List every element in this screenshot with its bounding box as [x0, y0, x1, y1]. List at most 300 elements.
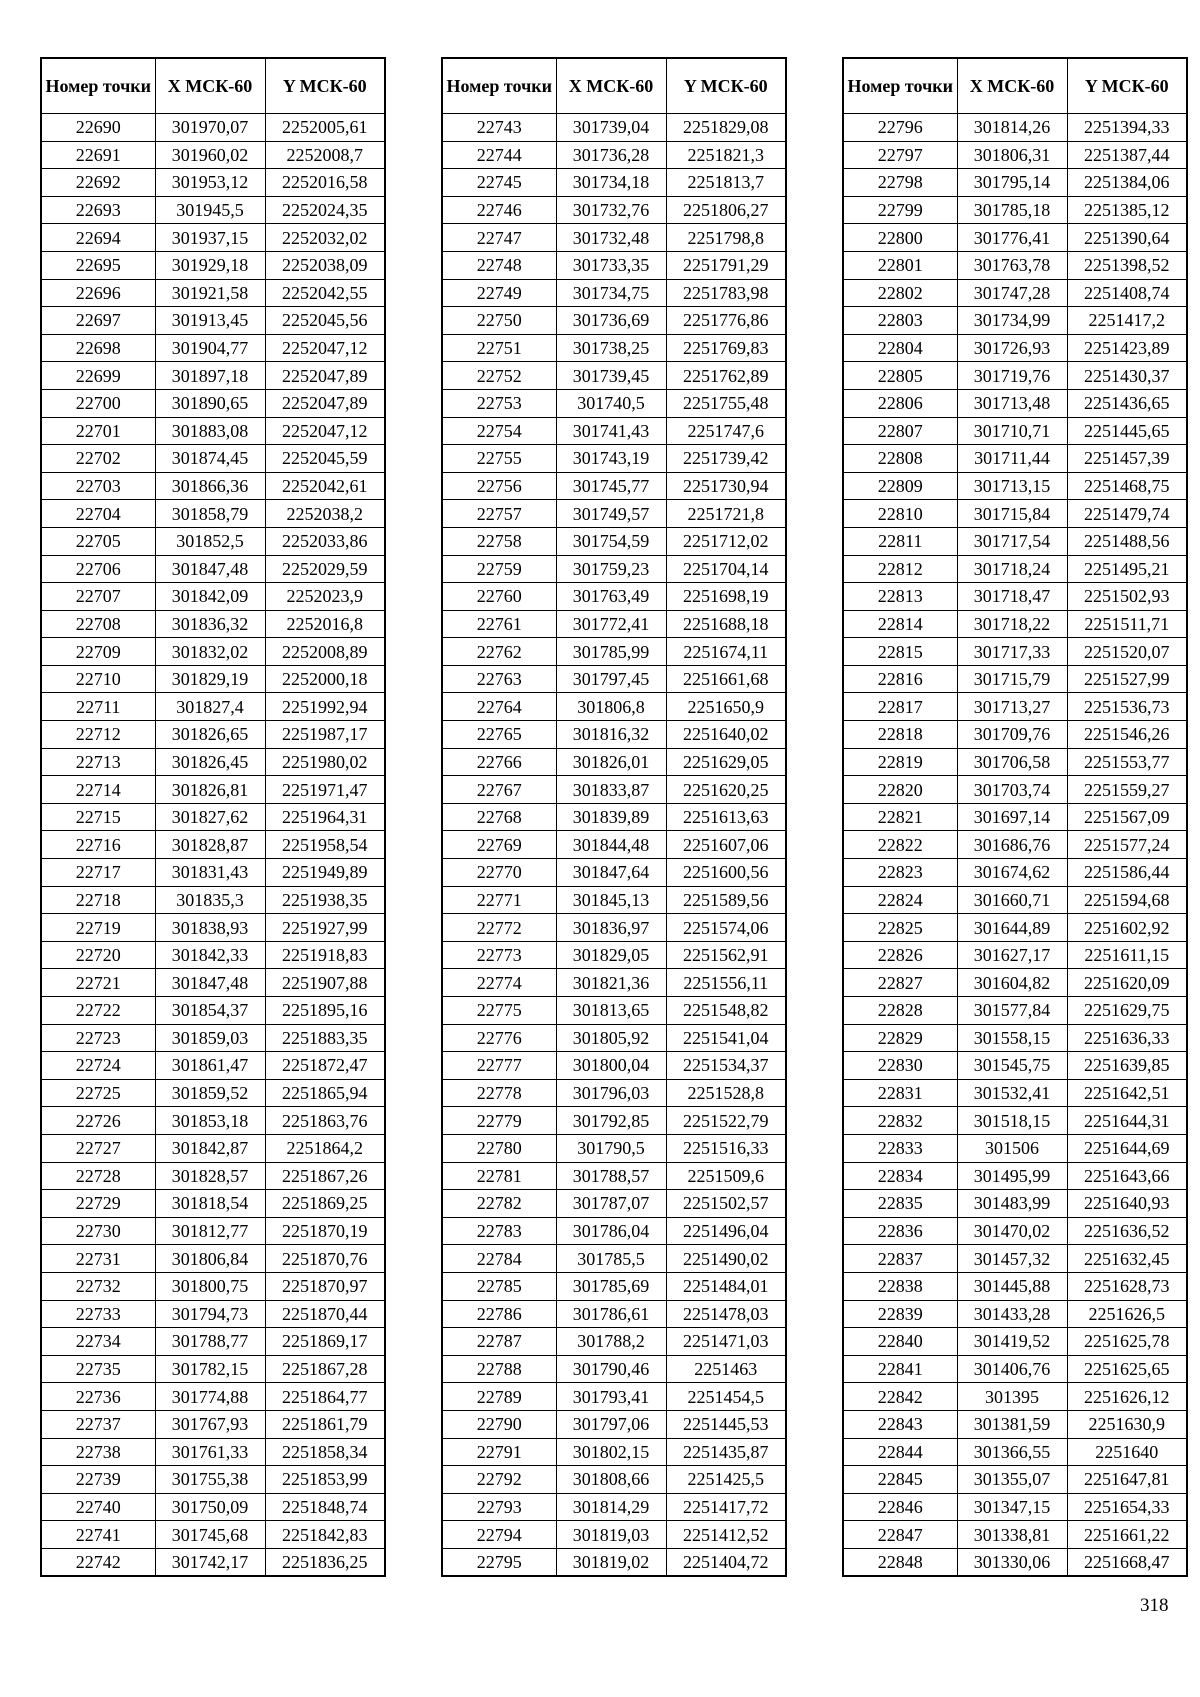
- x-coordinate-cell: 301736,69: [556, 307, 666, 335]
- y-coordinate-cell: 2251425,5: [666, 1466, 786, 1494]
- point-number-cell: 22740: [41, 1493, 155, 1521]
- table-row: [442, 500, 786, 528]
- table-row: [41, 1383, 385, 1411]
- table-row: [442, 1079, 786, 1107]
- y-coordinate-cell: 2252045,56: [265, 307, 385, 335]
- x-coordinate-cell: 301506: [957, 1134, 1067, 1162]
- table-row: [843, 362, 1187, 390]
- x-coordinate-cell: 301736,28: [556, 141, 666, 169]
- y-coordinate-cell: 2251927,99: [265, 914, 385, 942]
- point-number-cell: 22730: [41, 1217, 155, 1245]
- y-coordinate-cell: 2251423,89: [1067, 334, 1187, 362]
- table-row: [843, 307, 1187, 335]
- table-row: [442, 445, 786, 473]
- table-header-row: [442, 58, 786, 114]
- x-coordinate-cell: 301433,28: [957, 1300, 1067, 1328]
- x-coordinate-cell: 301897,18: [155, 362, 265, 390]
- table-row: [442, 1024, 786, 1052]
- point-number-cell: 22738: [41, 1438, 155, 1466]
- point-number-cell: 22717: [41, 859, 155, 887]
- x-coordinate-cell: 301788,57: [556, 1162, 666, 1190]
- x-coordinate-cell: 301785,99: [556, 638, 666, 666]
- table-row: [41, 472, 385, 500]
- x-coordinate-cell: 301776,41: [957, 224, 1067, 252]
- y-coordinate-cell: 2251674,11: [666, 638, 786, 666]
- x-coordinate-cell: 301710,71: [957, 417, 1067, 445]
- x-coordinate-cell: 301806,8: [556, 693, 666, 721]
- table-row: [442, 610, 786, 638]
- x-coordinate-cell: 301913,45: [155, 307, 265, 335]
- table-row: [843, 1300, 1187, 1328]
- x-coordinate-cell: 301719,76: [957, 362, 1067, 390]
- point-number-cell: 22840: [843, 1328, 957, 1356]
- table-row: [843, 914, 1187, 942]
- table-row: [41, 445, 385, 473]
- table-row: [41, 969, 385, 997]
- point-number-cell: 22690: [41, 114, 155, 142]
- table-row: [41, 941, 385, 969]
- y-coordinate-cell: 2251457,39: [1067, 445, 1187, 473]
- x-coordinate-cell: 301495,99: [957, 1162, 1067, 1190]
- table-row: [442, 1162, 786, 1190]
- y-coordinate-cell: 2251872,47: [265, 1052, 385, 1080]
- y-coordinate-cell: 2251698,19: [666, 583, 786, 611]
- point-number-cell: 22777: [442, 1052, 556, 1080]
- table-row: [41, 1272, 385, 1300]
- table-row: [442, 1493, 786, 1521]
- x-coordinate-cell: 301732,48: [556, 224, 666, 252]
- y-coordinate-cell: 2251559,27: [1067, 776, 1187, 804]
- y-coordinate-cell: 2251853,99: [265, 1466, 385, 1494]
- table-row: [41, 1328, 385, 1356]
- x-coordinate-cell: 301813,65: [556, 997, 666, 1025]
- y-coordinate-cell: 2252047,89: [265, 389, 385, 417]
- table-row: [41, 1300, 385, 1328]
- point-number-cell: 22693: [41, 196, 155, 224]
- point-number-cell: 22770: [442, 859, 556, 887]
- point-number-cell: 22745: [442, 169, 556, 197]
- y-coordinate-cell: 2251858,34: [265, 1438, 385, 1466]
- table-row: [442, 527, 786, 555]
- table-row: [442, 224, 786, 252]
- point-number-cell: 22834: [843, 1162, 957, 1190]
- y-coordinate-cell: 2251918,83: [265, 941, 385, 969]
- point-number-cell: 22706: [41, 555, 155, 583]
- x-coordinate-cell: 301734,18: [556, 169, 666, 197]
- x-coordinate-cell: 301788,77: [155, 1328, 265, 1356]
- point-number-cell: 22843: [843, 1410, 957, 1438]
- x-coordinate-cell: 301821,36: [556, 969, 666, 997]
- point-number-cell: 22695: [41, 251, 155, 279]
- point-number-cell: 22807: [843, 417, 957, 445]
- x-coordinate-cell: 301366,55: [957, 1438, 1067, 1466]
- x-coordinate-cell: 301852,5: [155, 527, 265, 555]
- y-coordinate-cell: 2251385,12: [1067, 196, 1187, 224]
- point-number-cell: 22716: [41, 831, 155, 859]
- point-number-cell: 22803: [843, 307, 957, 335]
- y-coordinate-cell: 2251640: [1067, 1438, 1187, 1466]
- point-number-cell: 22818: [843, 721, 957, 749]
- y-coordinate-cell: 2251650,9: [666, 693, 786, 721]
- point-number-cell: 22841: [843, 1355, 957, 1383]
- table-row: [843, 1217, 1187, 1245]
- y-coordinate-cell: 2251907,88: [265, 969, 385, 997]
- table-row: [442, 914, 786, 942]
- point-number-cell: 22746: [442, 196, 556, 224]
- y-coordinate-cell: 2251484,01: [666, 1272, 786, 1300]
- x-coordinate-cell: 301709,76: [957, 721, 1067, 749]
- table-row: [442, 1328, 786, 1356]
- table-row: [442, 1272, 786, 1300]
- point-number-cell: 22727: [41, 1134, 155, 1162]
- x-coordinate-cell: 301838,93: [155, 914, 265, 942]
- x-coordinate-cell: 301828,87: [155, 831, 265, 859]
- x-coordinate-cell: 301836,97: [556, 914, 666, 942]
- point-number-cell: 22775: [442, 997, 556, 1025]
- x-coordinate-cell: 301532,41: [957, 1079, 1067, 1107]
- y-coordinate-cell: 2251958,54: [265, 831, 385, 859]
- point-number-cell: 22829: [843, 1024, 957, 1052]
- point-number-cell: 22837: [843, 1245, 957, 1273]
- point-number-cell: 22715: [41, 803, 155, 831]
- x-coordinate-cell: 301827,62: [155, 803, 265, 831]
- coordinates-table-2: [441, 57, 787, 1577]
- y-coordinate-cell: 2251864,77: [265, 1383, 385, 1411]
- x-coordinate-cell: 301745,68: [155, 1521, 265, 1549]
- point-number-cell: 22735: [41, 1355, 155, 1383]
- x-coordinate-cell: 301740,5: [556, 389, 666, 417]
- x-coordinate-cell: 301347,15: [957, 1493, 1067, 1521]
- point-number-cell: 22753: [442, 389, 556, 417]
- point-number-cell: 22766: [442, 748, 556, 776]
- y-coordinate-cell: 2251613,63: [666, 803, 786, 831]
- y-coordinate-cell: 2251430,37: [1067, 362, 1187, 390]
- point-number-cell: 22696: [41, 279, 155, 307]
- x-coordinate-cell: 301786,04: [556, 1217, 666, 1245]
- point-number-cell: 22757: [442, 500, 556, 528]
- point-number-cell: 22756: [442, 472, 556, 500]
- x-coordinate-cell: 301718,22: [957, 610, 1067, 638]
- point-number-cell: 22719: [41, 914, 155, 942]
- y-coordinate-cell: 2251471,03: [666, 1328, 786, 1356]
- x-coordinate-cell: 301470,02: [957, 1217, 1067, 1245]
- point-number-cell: 22799: [843, 196, 957, 224]
- table-row: [843, 1410, 1187, 1438]
- x-coordinate-cell: 301790,5: [556, 1134, 666, 1162]
- table-row: [843, 141, 1187, 169]
- y-coordinate-cell: 2251642,51: [1067, 1079, 1187, 1107]
- x-coordinate-cell: 301457,32: [957, 1245, 1067, 1273]
- x-coordinate-cell: 301734,99: [957, 307, 1067, 335]
- y-coordinate-cell: 2251412,52: [666, 1521, 786, 1549]
- x-coordinate-cell: 301904,77: [155, 334, 265, 362]
- table-row: [843, 1328, 1187, 1356]
- y-coordinate-cell: 2251629,05: [666, 748, 786, 776]
- x-coordinate-cell: 301842,87: [155, 1134, 265, 1162]
- y-coordinate-cell: 2251567,09: [1067, 803, 1187, 831]
- point-number-cell: 22776: [442, 1024, 556, 1052]
- y-coordinate-cell: 2251417,2: [1067, 307, 1187, 335]
- point-number-cell: 22826: [843, 941, 957, 969]
- table-row: [442, 665, 786, 693]
- x-coordinate-cell: 301577,84: [957, 997, 1067, 1025]
- table-row: [41, 610, 385, 638]
- point-number-cell: 22758: [442, 527, 556, 555]
- x-coordinate-cell: 301844,48: [556, 831, 666, 859]
- point-number-cell: 22726: [41, 1107, 155, 1135]
- table-row: [41, 1410, 385, 1438]
- x-coordinate-cell: 301800,04: [556, 1052, 666, 1080]
- table-row: [442, 334, 786, 362]
- y-coordinate-cell: 2251495,21: [1067, 555, 1187, 583]
- table-row: [843, 334, 1187, 362]
- y-coordinate-cell: 2251755,48: [666, 389, 786, 417]
- y-coordinate-cell: 2251980,02: [265, 748, 385, 776]
- y-coordinate-cell: 2251463: [666, 1355, 786, 1383]
- y-coordinate-cell: 2252005,61: [265, 114, 385, 142]
- x-coordinate-cell: 301644,89: [957, 914, 1067, 942]
- x-coordinate-cell: 301792,85: [556, 1107, 666, 1135]
- point-number-cell: 22793: [442, 1493, 556, 1521]
- x-coordinate-cell: 301921,58: [155, 279, 265, 307]
- y-coordinate-cell: 2251522,79: [666, 1107, 786, 1135]
- table-row: [843, 638, 1187, 666]
- x-coordinate-cell: 301785,69: [556, 1272, 666, 1300]
- x-coordinate-cell: 301836,32: [155, 610, 265, 638]
- table-row: [843, 279, 1187, 307]
- coordinates-table-3: [842, 57, 1188, 1577]
- y-coordinate-cell: 2251625,65: [1067, 1355, 1187, 1383]
- table-row: [41, 1107, 385, 1135]
- y-coordinate-cell: 2252016,8: [265, 610, 385, 638]
- y-coordinate-cell: 2251762,89: [666, 362, 786, 390]
- point-number-cell: 22741: [41, 1521, 155, 1549]
- y-coordinate-cell: 2251435,87: [666, 1438, 786, 1466]
- table-row: [41, 417, 385, 445]
- point-number-cell: 22774: [442, 969, 556, 997]
- point-number-cell: 22816: [843, 665, 957, 693]
- y-coordinate-cell: 2251577,24: [1067, 831, 1187, 859]
- y-coordinate-cell: 2251445,65: [1067, 417, 1187, 445]
- point-number-cell: 22771: [442, 886, 556, 914]
- table-row: [41, 1052, 385, 1080]
- table-body: [41, 114, 385, 1577]
- point-number-cell: 22788: [442, 1355, 556, 1383]
- point-number-cell: 22835: [843, 1190, 957, 1218]
- point-number-header: Номер точки: [442, 58, 556, 114]
- table-row: [843, 859, 1187, 887]
- point-number-cell: 22828: [843, 997, 957, 1025]
- point-number-cell: 22736: [41, 1383, 155, 1411]
- table-row: [843, 1438, 1187, 1466]
- table-row: [442, 859, 786, 887]
- table-row: [442, 997, 786, 1025]
- table-row: [843, 1493, 1187, 1521]
- y-coordinate-cell: 2251632,45: [1067, 1245, 1187, 1273]
- x-coordinate-cell: 301726,93: [957, 334, 1067, 362]
- table-row: [41, 1024, 385, 1052]
- point-number-cell: 22772: [442, 914, 556, 942]
- point-number-cell: 22700: [41, 389, 155, 417]
- point-number-cell: 22767: [442, 776, 556, 804]
- table-row: [442, 776, 786, 804]
- y-coordinate-cell: 2251626,5: [1067, 1300, 1187, 1328]
- x-coordinate-cell: 301854,37: [155, 997, 265, 1025]
- table-row: [843, 1190, 1187, 1218]
- table-row: [843, 1245, 1187, 1273]
- y-coordinate-cell: 2252038,2: [265, 500, 385, 528]
- y-coordinate-cell: 2251870,44: [265, 1300, 385, 1328]
- y-coordinate-cell: 2251478,03: [666, 1300, 786, 1328]
- y-coordinate-cell: 2251468,75: [1067, 472, 1187, 500]
- x-coordinate-cell: 301842,09: [155, 583, 265, 611]
- point-number-cell: 22798: [843, 169, 957, 197]
- point-number-cell: 22711: [41, 693, 155, 721]
- table-row: [442, 1190, 786, 1218]
- table-row: [41, 251, 385, 279]
- table-row: [843, 500, 1187, 528]
- point-number-cell: 22691: [41, 141, 155, 169]
- point-number-cell: 22796: [843, 114, 957, 142]
- table-row: [843, 196, 1187, 224]
- point-number-cell: 22733: [41, 1300, 155, 1328]
- table-row: [442, 803, 786, 831]
- point-number-cell: 22708: [41, 610, 155, 638]
- y-coordinate-cell: 2251688,18: [666, 610, 786, 638]
- point-number-cell: 22820: [843, 776, 957, 804]
- y-coordinate-cell: 2252047,89: [265, 362, 385, 390]
- table-row: [41, 1521, 385, 1549]
- point-number-cell: 22761: [442, 610, 556, 638]
- x-coordinate-cell: 301797,06: [556, 1410, 666, 1438]
- y-coordinate-cell: 2251536,73: [1067, 693, 1187, 721]
- table-row: [843, 665, 1187, 693]
- y-coordinate-cell: 2251870,97: [265, 1272, 385, 1300]
- table-row: [41, 362, 385, 390]
- table-row: [41, 1245, 385, 1273]
- table-row: [442, 831, 786, 859]
- point-number-cell: 22795: [442, 1548, 556, 1576]
- y-coordinate-cell: 2251639,85: [1067, 1052, 1187, 1080]
- point-number-cell: 22779: [442, 1107, 556, 1135]
- x-coordinate-cell: 301718,47: [957, 583, 1067, 611]
- point-number-cell: 22822: [843, 831, 957, 859]
- table-row: [843, 1134, 1187, 1162]
- y-coordinate-cell: 2251384,06: [1067, 169, 1187, 197]
- point-number-cell: 22789: [442, 1383, 556, 1411]
- point-number-cell: 22797: [843, 141, 957, 169]
- point-number-cell: 22821: [843, 803, 957, 831]
- y-coordinate-cell: 2251644,31: [1067, 1107, 1187, 1135]
- point-number-cell: 22732: [41, 1272, 155, 1300]
- x-coordinate-cell: 301706,58: [957, 748, 1067, 776]
- table-row: [843, 1107, 1187, 1135]
- x-coordinate-cell: 301739,04: [556, 114, 666, 142]
- x-coordinate-cell: 301814,29: [556, 1493, 666, 1521]
- x-coordinate-cell: 301929,18: [155, 251, 265, 279]
- y-coordinate-cell: 2252024,35: [265, 196, 385, 224]
- table-row: [843, 1548, 1187, 1576]
- y-coordinate-cell: 2251836,25: [265, 1548, 385, 1576]
- table-row: [843, 224, 1187, 252]
- table-row: [442, 555, 786, 583]
- table-row: [442, 417, 786, 445]
- point-number-cell: 22734: [41, 1328, 155, 1356]
- y-coordinate-cell: 2251629,75: [1067, 997, 1187, 1025]
- y-coordinate-cell: 2251516,33: [666, 1134, 786, 1162]
- table-row: [41, 555, 385, 583]
- x-coordinate-cell: 301741,43: [556, 417, 666, 445]
- x-coordinate-cell: 301790,46: [556, 1355, 666, 1383]
- x-coordinate-cell: 301750,09: [155, 1493, 265, 1521]
- y-coordinate-cell: 2251553,77: [1067, 748, 1187, 776]
- point-number-cell: 22744: [442, 141, 556, 169]
- point-number-cell: 22811: [843, 527, 957, 555]
- y-coordinate-cell: 2251821,3: [666, 141, 786, 169]
- x-coordinate-cell: 301845,13: [556, 886, 666, 914]
- point-number-cell: 22812: [843, 555, 957, 583]
- table-row: [843, 969, 1187, 997]
- point-number-cell: 22780: [442, 1134, 556, 1162]
- x-coordinate-cell: 301763,78: [957, 251, 1067, 279]
- table-row: [41, 224, 385, 252]
- table-row: [442, 1355, 786, 1383]
- y-coordinate-cell: 2251747,6: [666, 417, 786, 445]
- y-coordinate-cell: 2251528,8: [666, 1079, 786, 1107]
- point-number-cell: 22762: [442, 638, 556, 666]
- x-coordinate-cell: 301945,5: [155, 196, 265, 224]
- table-row: [41, 886, 385, 914]
- table-body: [442, 114, 786, 1577]
- point-number-cell: 22743: [442, 114, 556, 142]
- y-coordinate-cell: 2251964,31: [265, 803, 385, 831]
- point-number-cell: 22729: [41, 1190, 155, 1218]
- x-coordinate-cell: 301604,82: [957, 969, 1067, 997]
- table-row: [442, 196, 786, 224]
- y-coordinate-cell: 2251636,33: [1067, 1024, 1187, 1052]
- x-coordinate-cell: 301826,01: [556, 748, 666, 776]
- table-row: [843, 389, 1187, 417]
- point-number-cell: 22817: [843, 693, 957, 721]
- x-coordinate-cell: 301761,33: [155, 1438, 265, 1466]
- point-number-cell: 22790: [442, 1410, 556, 1438]
- x-coordinate-cell: 301839,89: [556, 803, 666, 831]
- y-coordinate-cell: 2251594,68: [1067, 886, 1187, 914]
- y-coordinate-cell: 2251791,29: [666, 251, 786, 279]
- y-coordinate-cell: 2251417,72: [666, 1493, 786, 1521]
- y-coordinate-cell: 2251556,11: [666, 969, 786, 997]
- x-coordinate-cell: 301483,99: [957, 1190, 1067, 1218]
- point-number-cell: 22694: [41, 224, 155, 252]
- x-coordinate-header: X МСК-60: [957, 58, 1067, 114]
- point-number-cell: 22712: [41, 721, 155, 749]
- y-coordinate-cell: 2252032,02: [265, 224, 385, 252]
- table-row: [41, 665, 385, 693]
- point-number-cell: 22724: [41, 1052, 155, 1080]
- point-number-cell: 22845: [843, 1466, 957, 1494]
- table-row: [442, 1107, 786, 1135]
- point-number-cell: 22705: [41, 527, 155, 555]
- point-number-cell: 22718: [41, 886, 155, 914]
- table-row: [843, 1466, 1187, 1494]
- point-number-cell: 22805: [843, 362, 957, 390]
- table-row: [442, 1134, 786, 1162]
- x-coordinate-cell: 301742,17: [155, 1548, 265, 1576]
- x-coordinate-cell: 301859,03: [155, 1024, 265, 1052]
- y-coordinate-cell: 2252023,9: [265, 583, 385, 611]
- x-coordinate-cell: 301960,02: [155, 141, 265, 169]
- point-number-cell: 22721: [41, 969, 155, 997]
